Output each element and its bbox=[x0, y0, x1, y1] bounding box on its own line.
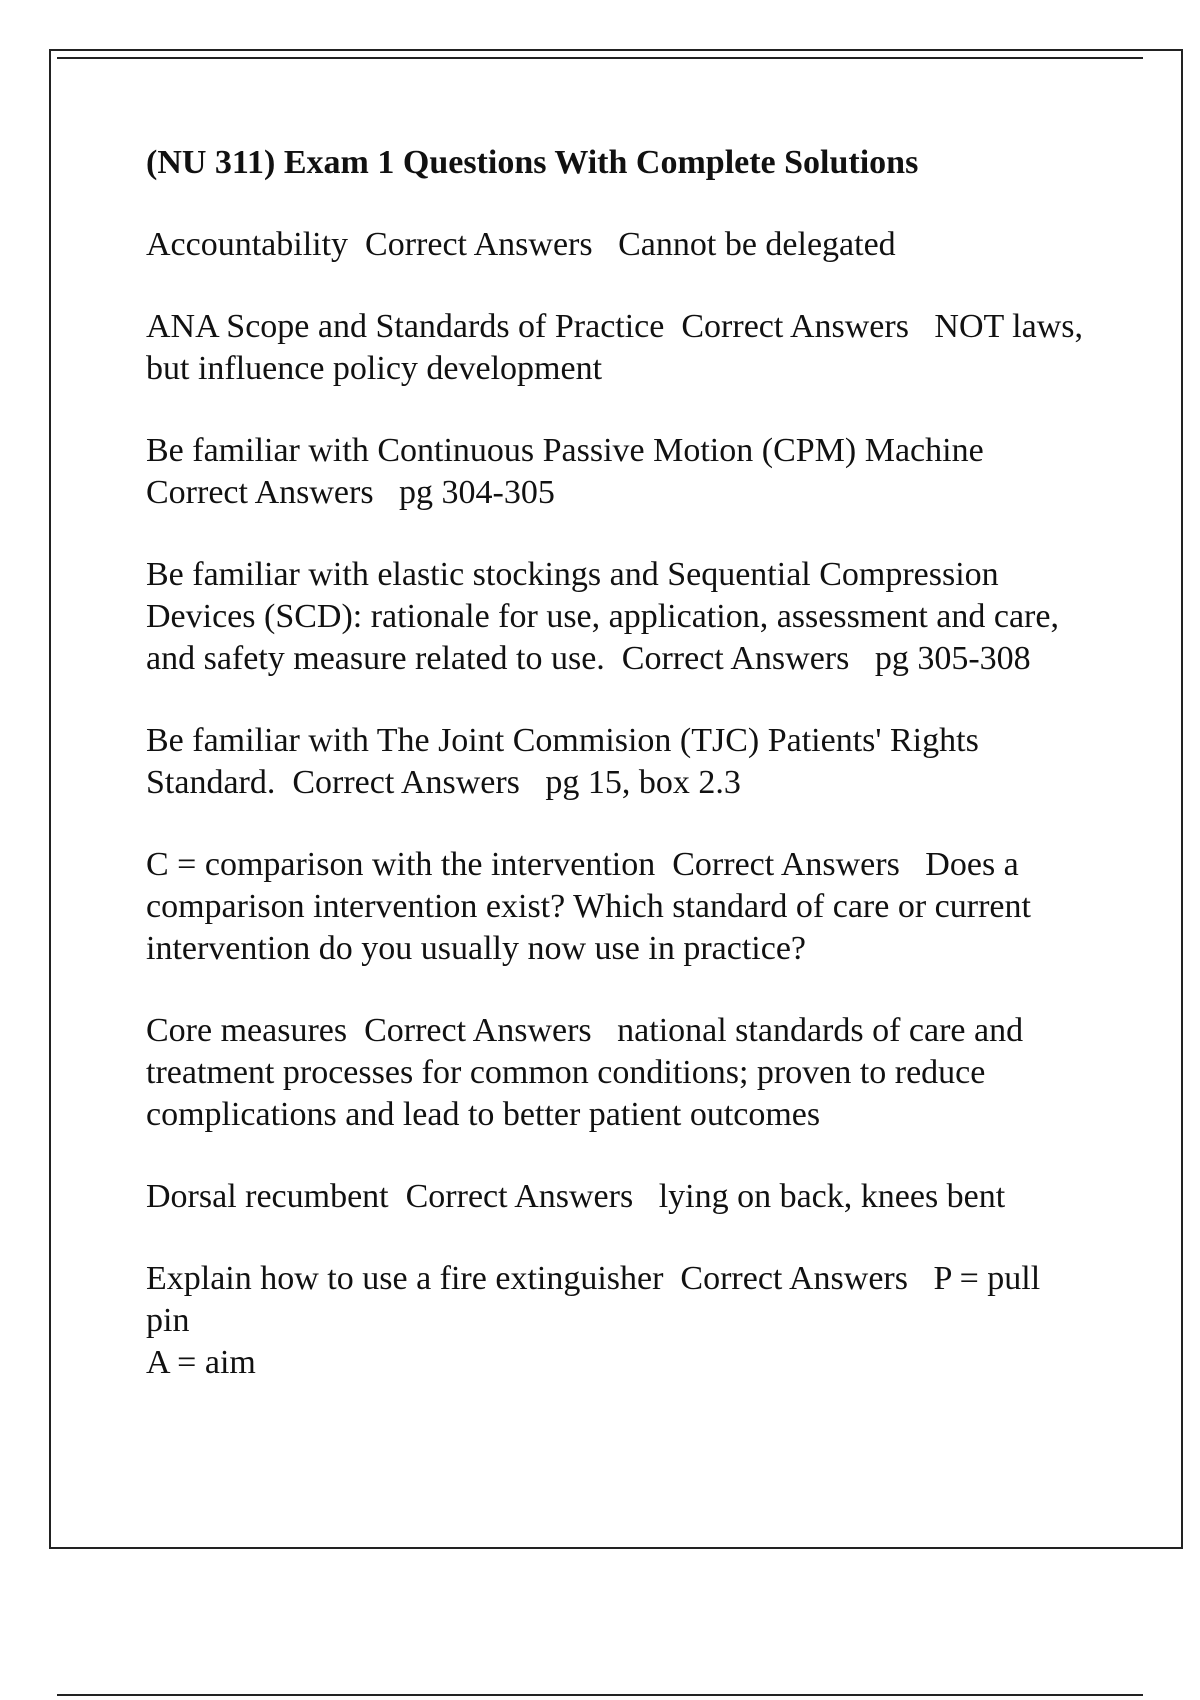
bottom-rule bbox=[57, 1694, 1143, 1696]
qa-entry-fire-extinguisher: Explain how to use a fire extinguisher Correct Answers P = pull pin A = aim bbox=[146, 1260, 1041, 1381]
document-content bbox=[146, 142, 1090, 1384]
qa-entry-elastic-stockings-scd: Be familiar with elastic stockings and Sequential Compression Devices (SCD): rationale for use, application, assessment and care, and safety measure related to use. Correct Answers pg 305-308 bbox=[146, 556, 1068, 677]
qa-entry-core-measures: Core measures Correct Answers national standards of care and treatment processes for common conditions; proven to reduce complications and lead to better patient outcomes bbox=[146, 1012, 1032, 1133]
qa-entry-cpm-machine: Be familiar with Continuous Passive Motion (CPM) Machine Correct Answers pg 304-305 bbox=[146, 432, 1001, 511]
qa-entry-dorsal-recumbent: Dorsal recumbent Correct Answers lying on back, knees bent bbox=[146, 1178, 1006, 1215]
document-title: (NU 311) Exam 1 Questions With Complete Solutions bbox=[146, 144, 919, 181]
qa-entry-tjc-patients-rights: Be familiar with The Joint Commision (TJC) Patients' Rights Standard. Correct Answers pg 15, box 2.3 bbox=[146, 722, 988, 801]
qa-entry-accountability: Accountability Correct Answers Cannot be delegated bbox=[146, 226, 896, 263]
qa-entry-ana-scope: ANA Scope and Standards of Practice Correct Answers NOT laws, but influence policy development bbox=[146, 308, 1092, 387]
qa-entry-comparison-intervention: C = comparison with the intervention Correct Answers Does a comparison intervention exist? Which standard of care or current intervention do you usually now use in practice? bbox=[146, 846, 1040, 967]
